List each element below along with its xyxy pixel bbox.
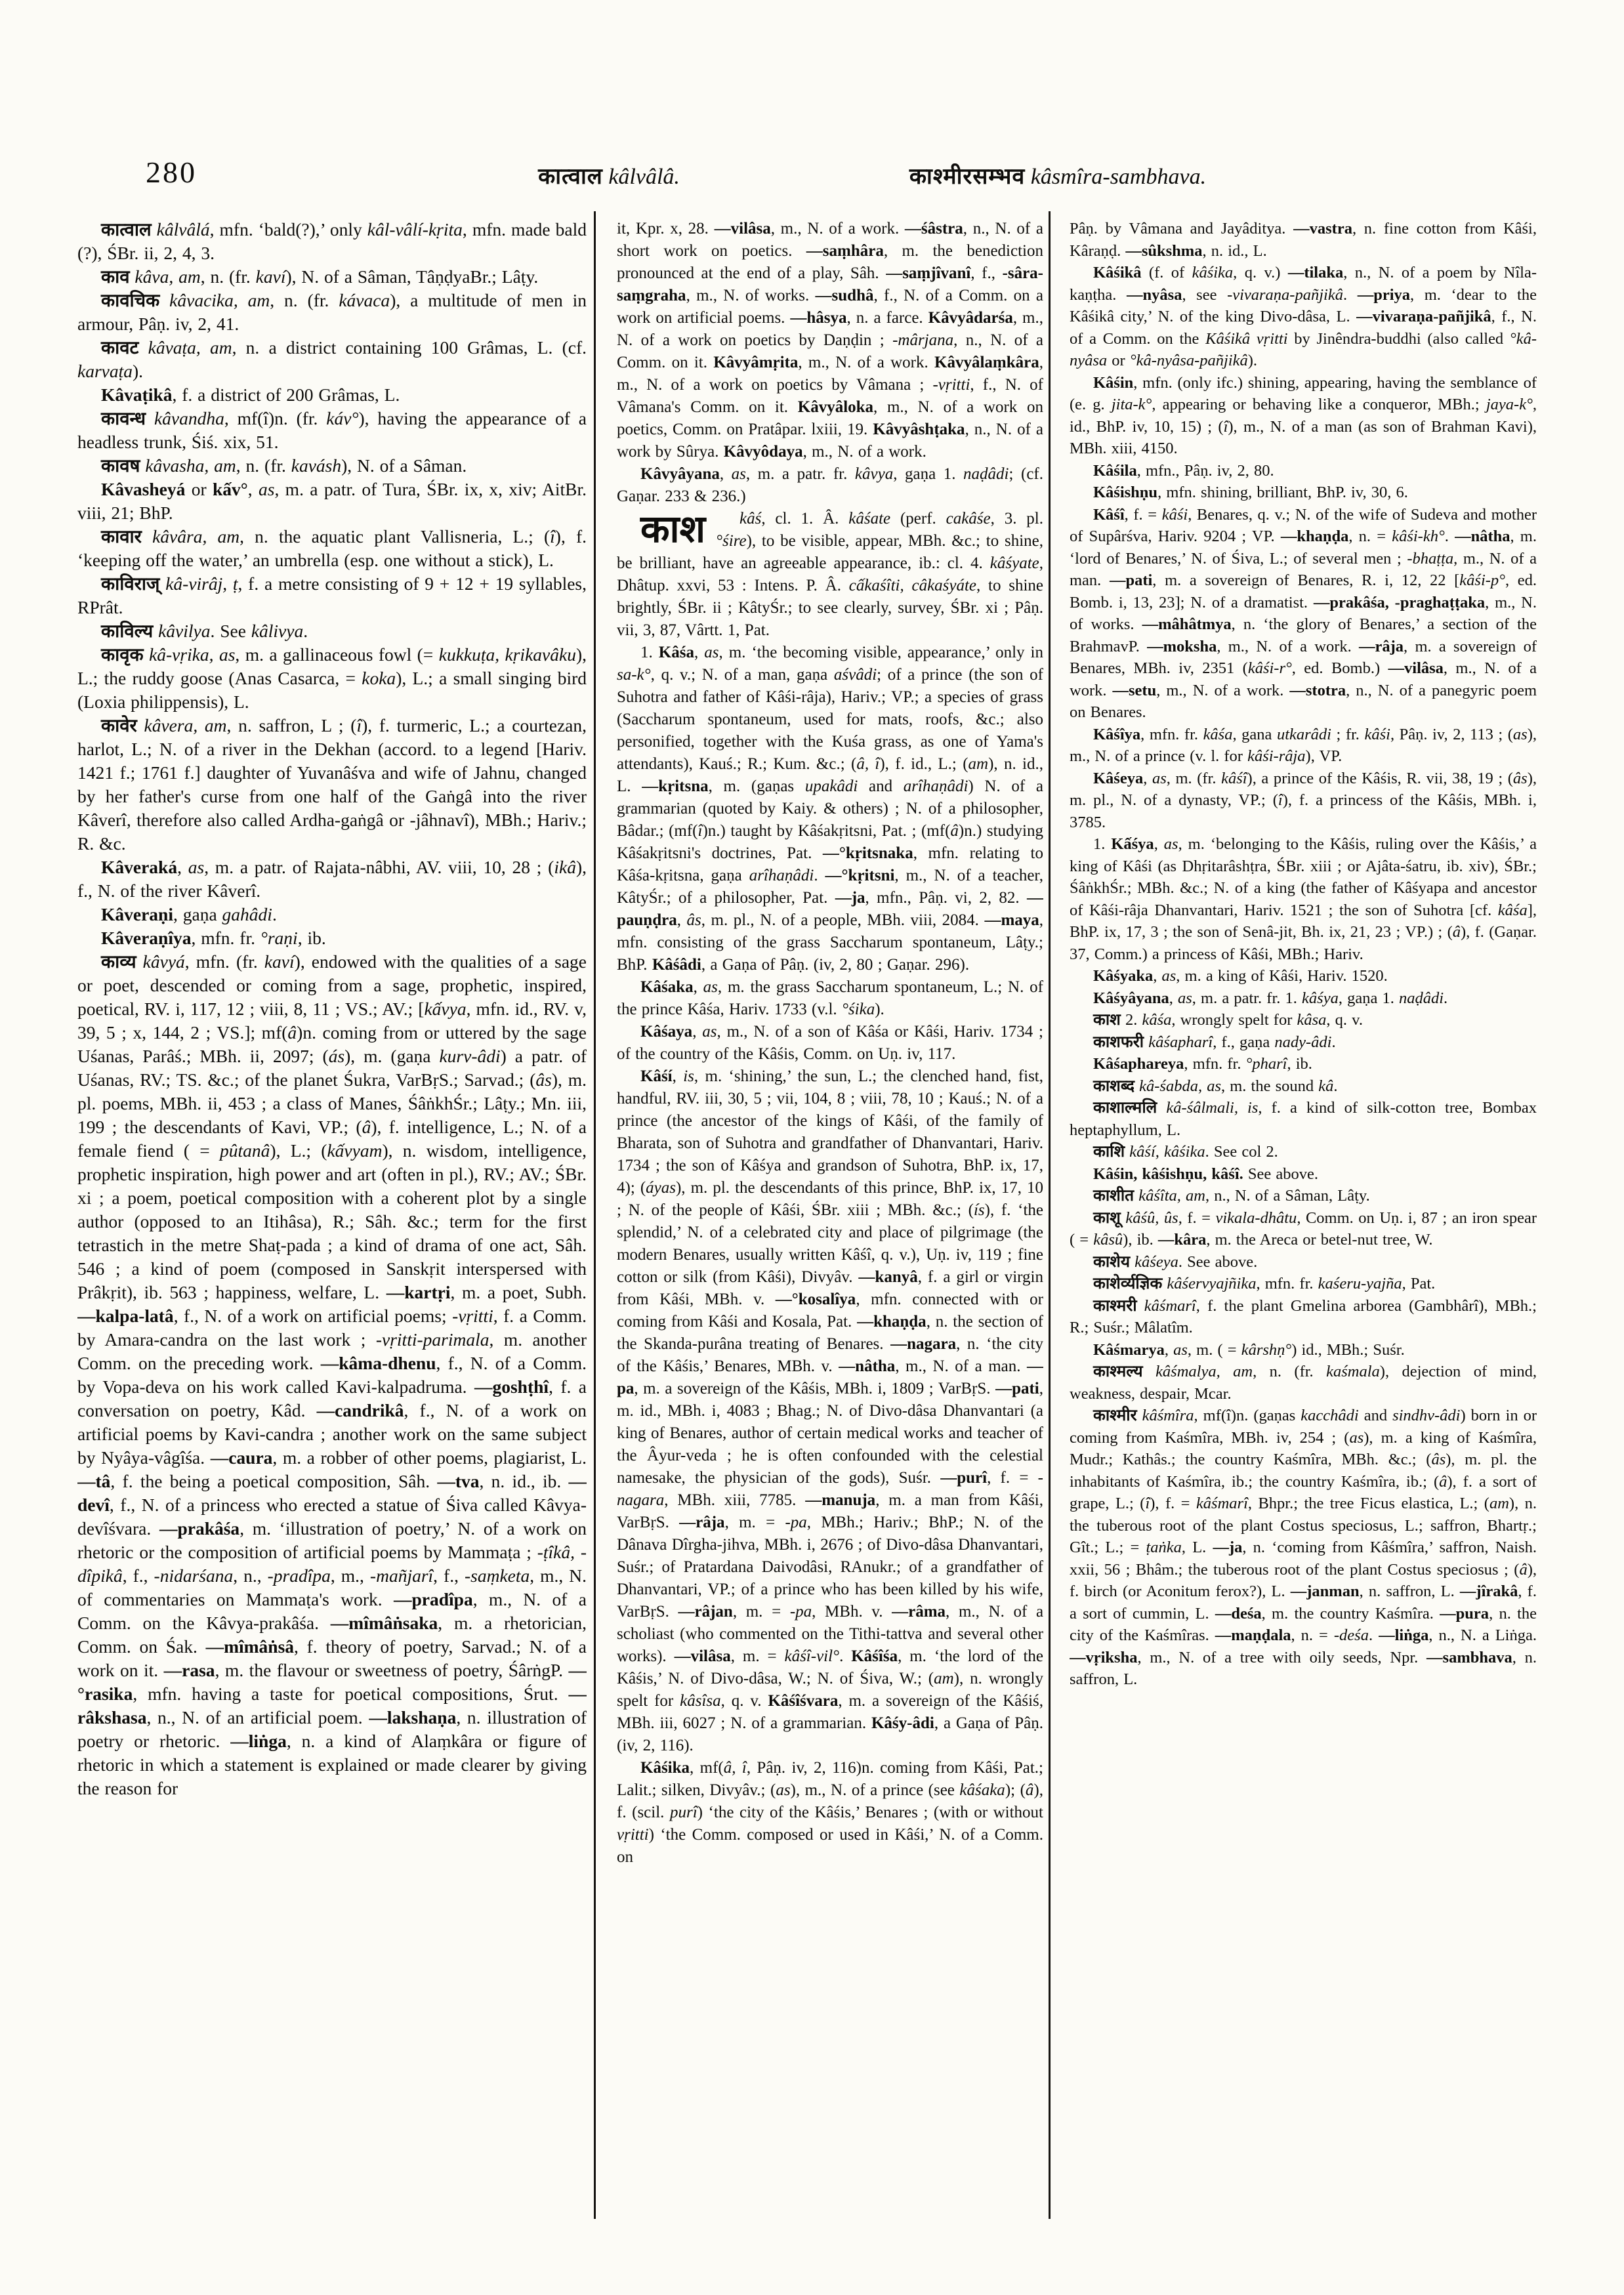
running-head-left-transliteration: kâlvâlâ. <box>608 165 680 189</box>
dictionary-entry: काशि kâśí, kâśika. See col 2. <box>1093 1143 1278 1161</box>
dictionary-entry: काशाल्मलि kâ-śâlmali, is, f. a kind of silk-cotton tree, Bombax heptaphyllum, L. <box>1070 1099 1537 1139</box>
column-2 <box>617 218 1043 2214</box>
dictionary-entry: कावट kâvaṭa, am, n. a district containing 100 Grâmas, L. (cf. karvaṭa). <box>77 337 587 381</box>
dictionary-entry: कावष kâvasha, am, n. (fr. kavásh), N. of a Sâman. <box>101 455 467 476</box>
dictionary-entry: 1. Kâśa, as, m. ‘the becoming visible, appearance,’ only in sa-k°, q. v.; N. of a man, gaṇa aśvâdi; of a prince (the son of Suhotra and father of Kâśi-râja), Hariv.; VP.; a species of grass (Saccharum spontaneum, used for mats, roofs, &c.; also personified, together with the Kuśa grass, as one of Yama's attendants), Kauś.; R.; Kum. &c.; (â, î), f. id., L.; (am), n. id., L. —kṛitsna, m. (gaṇas upakâdi and arîhaṇâdi) N. of a grammarian (quoted by Kaiy. & others) ; N. of a philosopher, Bâdar.; (mf(î)n.) taught by Kâśakṛitsni, Pat. ; (mf(â)n.) studying Kâśakṛitsni's doctrines, Pat. —°kṛitsnaka, mfn. relating to Kâśa-kṛitsna, gaṇa arîhaṇâdi. —°kṛitsni, m., N. of a teacher, KâtyŚr.; of a philosopher, Pat. —ja, mfn., Pâṇ. vi, 2, 82. —pauṇḍra, âs, m. pl., N. of a people, MBh. viii, 2084. —maya, mfn. consisting of the grass Saccharum spontaneum, Lâṭy.; BhP. Kâśâdi, a Gaṇa of Pâṇ. (iv, 2, 80 ; Gaṇar. 296). <box>617 644 1043 974</box>
dictionary-entry: काश्मीर kâśmîra, mf(î)n. (gaṇas kacchâdi and sindhv-âdi) born in or coming from Kaśmîra, MBh. iv, 254 ; (as), m. a king of Kaśmîra, Mudr.; Kathâs.; the country Kaśmîra, MBh. &c.; (âs), m. pl. the inhabitants of Kaśmîra, ib.; the country Kaśmîra, ib.; (â), f. a sort of grape, L.; (î), f. = kâśmarî, Bhpr.; the tree Ficus elastica, L.; (am), n. the tuberous root of the plant Costus speciosus, L.; saffron, Bhartṛ.; Gît.; L.; = ṭaṅka, L. —ja, n. ‘coming from Kâśmîra,’ saffron, Naish. xxii, 56 ; Bhâm.; the tuberous root of the plant Costus speciosus ; (â), f. birch (or Aconitum ferox?), L. —janman, n. saffron, L. —jîrakâ, f. a sort of cummin, L. —deśa, m. the country Kaśmîra. —pura, n. the city of the Kaśmîras. —maṇḍala, n. = -deśa. —liṅga, n., N. a Liṅga. —vṛiksha, m., N. of a tree with oily seeds, Npr. —sambhava, n. saffron, L. <box>1070 1407 1537 1688</box>
running-head-right <box>909 160 1206 190</box>
dictionary-entry: कावार kâvâra, am, n. the aquatic plant Vallisneria, L.; (î), f. ‘keeping off the water,’ an umbrella (esp. one without a stick), L. <box>77 526 587 570</box>
dictionary-entry: Kâveraṇîya, mfn. fr. °raṇi, ib. <box>101 928 326 948</box>
column-divider-right <box>1049 211 1051 2219</box>
dictionary-entry: काशेर्व्यज्ञिक kâśervyajñika, mfn. fr. kaśeru-yajña, Pat. <box>1093 1275 1436 1292</box>
dictionary-entry: Kâśin, mfn. (only ifc.) shining, appearing, having the semblance of (e. g. jita-k°, appearing or behaving like a conqueror, MBh.; jaya-k°, id., BhP. iv, 10, 15) ; (î), m., N. of a man (as son of Brahman Kavi), MBh. xiii, 4150. <box>1070 373 1537 457</box>
dictionary-entry: 1. Kấśya, as, m. ‘belonging to the Kâśis, ruling over the Kâśis,’ a king of Kâśi (as Dhṛitarâshṭra, ŚBr. xiii ; or Ajâta-śatru, ib. xiv), ŚBr.; ŚâṅkhŚr.; MBh. &c.; N. of a king (the father of Kâśyapa and ancestor of Kâśi-râja Dhanvantari, Hariv. 1521 ; the son of Suhotra [cf. kâśa], BhP. ix, 17, 3 ; the son of Senâ-jit, Bh. ix, 21, 23 ; VP.) ; (â), f. (Gaṇar. 37, Comm.) a princess of Kâśi, MBh.; Hariv. <box>1070 835 1537 963</box>
running-head-left <box>538 160 680 190</box>
dictionary-entry: Kâśila, mfn., Pâṇ. iv, 2, 80. <box>1093 461 1274 480</box>
dictionary-entry: Kâveraká, as, m. a patr. of Rajata-nâbhi, AV. viii, 10, 28 ; (ikâ), f., N. of the river Kâverî. <box>77 857 587 901</box>
dictionary-entry: Kâśaya, as, m., N. of a son of Kâśa or Kâśi, Hariv. 1734 ; of the country of the Kâśis, Comm. on Uṇ. iv, 117. <box>617 1023 1043 1063</box>
dictionary-entry: काशब्द kâ-śabda, as, m. the sound kâ. <box>1093 1077 1338 1095</box>
dictionary-entry: Kâśeya, as, m. (fr. kâśî), a prince of the Kâśis, R. vii, 38, 19 ; (âs), m. pl., N. of a dynasty, VP.; (î), f. a princess of the Kâśis, MBh. i, 3785. <box>1070 769 1537 831</box>
running-head-left-devanagari: कात्वाल <box>538 165 603 189</box>
dictionary-entry: Kâśí, is, m. ‘shining,’ the sun, L.; the clenched hand, fist, handful, RV. iii, 30, 5 ; vii, 104, 8 ; viii, 78, 10 ; Kauś.; N. of a prince (the ancestor of the kings of Kâśi, of the family of Bharata, son of Suhotra and grandfather of Dhanvantari, Hariv. 1734 ; the son of Kâśya and grandson of Suhotra, BhP. ix, 17, 4); (áyas), m. pl. the descendants of this prince, BhP. ix, 17, 10 ; N. of the people of Kâśi, ŚBr. xiii ; MBh. &c.; (ís), f. ‘the splendid,’ N. of a celebrated city and place of pilgrimage (the modern Benares, usually written Kâśî, q. v.), Uṇ. iv, 119 ; fine cotton or silk (from Kâśi), Divyâv. —kanyâ, f. a girl or virgin from Kâśi, MBh. v. —°kosalîya, mfn. connected with or coming from Kâśi and Kosala, Pat. —khaṇḍa, n. the section of the Skanda-purâna treating of Benares. —nagara, n. ‘the city of the Kâśis,’ Benares, MBh. v. —nâtha, m., N. of a man. —pa, m. a sovereign of the Kâśis, MBh. i, 1809 ; VarBṛS. —pati, m. id., MBh. i, 4083 ; Bhag.; N. of Divo-dâsa Dhanvantari (a king of Benares, author of certain medical works and teacher of the Âyur-veda ; he is often confounded with the celestial namesake, the physician of the gods), Suśr. —purî, f. = -nagara, MBh. xiii, 7785. —manuja, m. a man from Kâśi, VarBṛS. —râja, m. = -pa, MBh.; Hariv.; BhP.; N. of the Dânava Dîrgha-jihva, MBh. i, 2676 ; of Divo-dâsa Dhanvantari, Suśr.; of Pratardana Daivodâsi, RAnukr.; of a grandfather of Dhanvantari, VP.; of a prince who has been killed by his wife, VarBṛS. —râjan, m. = -pa, MBh. v. —râma, m., N. of a scholiast (who commented on the Tithi-tattva and several other works). —vilâsa, m. = kâśî-vil°. Kâśîśa, m. ‘the lord of the Kâśis,’ N. of Divo-dâsa, W.; N. of Śiva, W.; (am), n. wrongly spelt for kâsîsa, q. v. Kâśîśvara, m. a sovereign of the Kâśiś, MBh. iii, 6027 ; N. of a grammarian. Kâśy-âdi, a Gaṇa of Pâṇ. (iv, 2, 116). <box>617 1067 1043 1754</box>
dictionary-entry: Kâśî, f. = kâśi, Benares, q. v.; N. of the wife of Sudeva and mother of Supârśva, Hariv. 9204 ; VP. —khaṇḍa, n. = kâśi-kh°. —nâtha, m. ‘lord of Benares,’ N. of Śiva, L.; of several men ; -bhaṭṭa, m., N. of a man. —pati, m. a sovereign of Benares, R. i, 12, 22 [kâśi-p°, ed. Bomb. i, 13, 23]; N. of a dramatist. —prakâśa, -praghaṭṭaka, m., N. of works. —mâhâtmya, n. ‘the glory of Benares,’ a section of the BrahmavP. —moksha, m., N. of a work. —râja, m. a sovereign of Benares, MBh. iv, 2351 (kâśi-r°, ed. Bomb.) —vilâsa, m., N. of a work. —setu, m., N. of a work. —stotra, n., N. of a panegyric poem on Benares. <box>1070 505 1537 721</box>
dictionary-entry: काव kâva, am, n. (fr. kaví), N. of a Sâman, TâṇḍyaBr.; Lâṭy. <box>101 266 539 287</box>
dictionary-entry: Pâṇ. by Vâmana and Jayâditya. —vastra, n. fine cotton from Kâśi, Kâraṇḍ. —sûkshma, n. id., L. <box>1070 220 1537 260</box>
dictionary-entry: कावचिक kâvacika, am, n. (fr. kávaca), a multitude of men in armour, Pâṇ. iv, 2, 41. <box>77 290 587 334</box>
dictionary-entry: Kâśikâ (f. of kâśika, q. v.) —tilaka, n., N. of a poem by Nîla-kaṇṭha. —nyâsa, see -vivaraṇa-pañjikâ. —priya, m. ‘dear to the Kâśikâ city,’ N. of the king Divo-dâsa, L. —vivaraṇa-pañjikâ, f., N. of a Comm. on the Kâśikâ vṛitti by Jinêndra-buddhi (also called °kâ-nyâsa or °kâ-nyâsa-pañjikâ). <box>1070 264 1537 369</box>
dictionary-entry: काशफरी kâśapharî, f., gaṇa nady-âdi. <box>1093 1033 1336 1051</box>
dictionary-entry: काशू kâśû, ûs, f. = vikala-dhâtu, Comm. on Uṇ. i, 87 ; an iron spear ( = kâsû), ib. —kâra, m. the Areca or betel-nut tree, W. <box>1070 1209 1537 1249</box>
dictionary-entry: it, Kpr. x, 28. —vilâsa, m., N. of a work. —śâstra, n., N. of a short work on poetics. —saṃhâra, m. the benediction pronounced at the end of a play, Sâh. —saṃjîvanî, f., -sâra-saṃgraha, m., N. of works. —sudhâ, f., N. of a Comm. on a work on artificial poems. —hâsya, n. a farce. Kâvyâdarśa, m., N. of a work on poetics by Daṇḍin ; -mârjana, n., N. of a Comm. on it. Kâvyâmṛita, m., N. of a work. Kâvyâlaṃkâra, m., N. of a work on poetics by Vâmana ; -vṛitti, f., N. of Vâmana's Comm. on it. Kâvyâloka, m., N. of a work on poetics, Comm. on Pratâpar. lxiii, 19. Kâvyâshṭaka, n., N. of a work by Sûrya. Kâvyôdaya, m., N. of a work. <box>617 220 1043 461</box>
dictionary-entry: काश्मरी kâśmarî, f. the plant Gmelina arborea (Gambhârî), MBh.; R.; Suśr.; Mâlatîm. <box>1070 1296 1537 1336</box>
dictionary-entry: कावेर kâvera, am, n. saffron, L ; (î), f. turmeric, L.; a courtezan, harlot, L.; N. of a river in the Dekhan (accord. to a legend [Hariv. 1421 f.; 1761 f.] daughter of Yuvanâśva and wife of Jahnu, changed by her father's curse from one half of the Gaṅgâ into the river Kâverî, therefore also called Ardha-gaṅgâ or -jâhnavî), MBh.; Hariv.; R. &c. <box>77 715 587 854</box>
dictionary-entry: काविल्य kâvilya. See kâlivya. <box>101 621 308 641</box>
column-1 <box>77 218 587 2214</box>
column-3 <box>1070 218 1537 2214</box>
dictionary-entry: Kâśaphareya, mfn. fr. °pharî, ib. <box>1093 1055 1312 1073</box>
dictionary-entry: कावृक kâ-vṛika, as, m. a gallinaceous fowl (= kukkuṭa, kṛikavâku), L.; the ruddy goose (Anas Casarca, = koka), L.; a small singing bird (Loxia philippensis), L. <box>77 644 587 712</box>
dictionary-entry: Kâśîya, mfn. fr. kâśa, gana utkarâdi ; fr. kâśi, Pâṇ. iv, 2, 113 ; (as), m., N. of a prince (v. l. for kâśi-râja), VP. <box>1070 725 1537 765</box>
dictionary-entry: काश्मल्य kâśmalya, am, n. (fr. kaśmala), dejection of mind, weakness, despair, Mcar. <box>1070 1363 1537 1403</box>
dictionary-entry: Kâśyâyana, as, m. a patr. fr. 1. kâśya, gaṇa 1. naḍâdi. <box>1093 989 1448 1007</box>
dictionary-entry: कावन्ध kâvandha, mf(î)n. (fr. káv°), having the appearance of a headless trunk, Śiś. xix, 51. <box>77 408 587 452</box>
running-head-right-devanagari: काश्मीरसम्भव <box>909 165 1026 189</box>
dictionary-entry: काश kâś, cl. 1. Â. kâśate (perf. cakâśe, 3. pl. °śire), to be visible, appear, MBh. &c.; to shine, be brilliant, have an agreeable appearance, ib.: cl. 4. kâśyate, Dhâtup. xxvi, 53 : Intens. P. Â. cấkaśîti, câkaśyáte, to shine brightly, ŚBr. ii ; KâtyŚr.; to see clearly, survey, ŚBr. xi ; Pâṇ. vii, 3, 87, Vârtt. 1, Pat. <box>617 508 1043 639</box>
dictionary-entry: काश 2. kâśa, wrongly spelt for kâsa, q. v. <box>1093 1011 1363 1029</box>
dictionary-entry: काविराज् kâ-virâj, ṭ, f. a metre consisting of 9 + 12 + 19 syllables, RPrât. <box>77 573 587 617</box>
dictionary-entry: Kâśmarya, as, m. ( = kârshṇ°) id., MBh.; Suśr. <box>1093 1340 1405 1359</box>
dictionary-entry: कात्वाल kâlvâlá, mfn. ‘bald(?),’ only kâl-vâlí-kṛita, mfn. made bald (?), ŚBr. ii, 2, 4, 3. <box>77 219 587 263</box>
dictionary-entry: Kâśaka, as, m. the grass Saccharum spontaneum, L.; N. of the prince Kâśa, Hariv. 1733 (v.l. °śika). <box>617 978 1043 1018</box>
dictionary-entry: Kâveraṇi, gaṇa gahâdi. <box>101 904 277 924</box>
dictionary-entry: Kâvyâyana, as, m. a patr. fr. kâvya, gaṇa 1. naḍâdi; (cf. Gaṇar. 233 & 236.) <box>617 465 1043 505</box>
dictionary-entry: Kâvaṭikâ, f. a district of 200 Grâmas, L. <box>101 384 400 405</box>
dictionary-entry: काव्य kâvyá, mfn. (fr. kaví), endowed with the qualities of a sage or poet, descended or coming from a sage, prophetic, inspired, poetical, RV. i, 117, 12 ; viii, 8, 11 ; VS.; AV.; [kấvya, mfn. id., RV. v, 39, 5 ; x, 144, 2 ; VS.]; mf(â)n. coming from or uttered by the sage Uśanas, Parâś.; MBh. ii, 2097; (ás), m. (gaṇa kurv-âdi) a patr. of Uśanas, RV.; TS. &c.; of the planet Śukra, VarBṛS.; Sarvad.; (âs), m. pl. poems, MBh. ii, 453 ; a class of Manes, ŚâṅkhŚr.; Lâṭy.; Mn. iii, 199 ; the descendants of Kavi, VP.; (â), f. intelligence, L.; N. of a female fiend ( = pûtanâ), L.; (kấvyam), n. wisdom, intelligence, prophetic inspiration, high power and art (often in pl.), RV.; AV.; ŚBr. xi ; a poem, poetical composition with a coherent plot by a single author (opposed to an Itihâsa), R.; Sâh. &c.; term for the first tetrastich in the metre Shaṭ-pada ; a kind of drama of one act, Sâh. 546 ; a kind of poem (composed in Sanskṛit interspersed with Prâkṛit), ib. 563 ; happiness, welfare, L. —kartṛi, m. a poet, Subh. —kalpa-latâ, f., N. of a work on artificial poems; -vṛitti, f. a Comm. by Amara-candra on the last work ; -vṛitti-parimala, m. another Comm. on the preceding work. —kâma-dhenu, f., N. of a Comm. by Vopa-deva on his work called Kavi-kalpadruma. —goshṭhî, f. a conversation on poetry, Kâd. —candrikâ, f., N. of a work on artificial poems by Kavi-candra ; another work on the same subject by Nyâya-vâgîśa. —caura, m. a robber of other poems, plagiarist, L. —tâ, f. the being a poetical composition, Sâh. —tva, n. id., ib. —devî, f., N. of a princess who erected a statue of Śiva called Kâvya-devîśvara. —prakâśa, m. ‘illustration of poetry,’ N. of a work on rhetoric or the composition of artificial poems by Mammaṭa ; -ṭîkâ, -dîpikâ, f., -nidarśana, n., -pradîpa, m., -mañjarî, f., -saṃketa, m., N. of commentaries on Mammaṭa's work. —pradîpa, m., N. of a Comm. on the Kâvya-prakâśa. —mîmâṅsaka, m. a rhetorician, Comm. on Śak. —mîmâṅsâ, f. theory of poetry, Sarvad.; N. of a work on it. —rasa, m. the flavour or sweetness of poetry, ŚârṅgP. —°rasika, mfn. having a taste for poetical compositions, Śrut. —râkshasa, n., N. of an artificial poem. —lakshaṇa, n. illustration of poetry or rhetoric. —liṅga, n. a kind of Alaṃkâra or figure of rhetoric in which a statement is explained or made clearer by giving the reason for <box>77 951 587 1798</box>
dictionary-entry: Kâśyaka, as, m. a king of Kâśi, Hariv. 1520. <box>1093 967 1388 985</box>
column-divider-left <box>594 211 596 2219</box>
dictionary-entry: Kâśika, mf(â, î, Pâṇ. iv, 2, 116)n. coming from Kâśi, Pat.; Lalit.; silken, Divyâv.; (as), m., N. of a prince (see kâśaka); (â), f. (scil. purî) ‘the city of the Kâśis,’ Benares ; (with or without vṛitti) ‘the Comm. composed or used in Kâśi,’ N. of a Comm. on <box>617 1759 1043 1866</box>
running-head-right-transliteration: kâsmîra-sambhava. <box>1030 165 1207 189</box>
dictionary-entry: Kâśin, kâśishṇu, kâśî. See above. <box>1093 1165 1318 1183</box>
page-number: 280 <box>146 155 197 189</box>
dictionary-entry: Kâvasheyá or kấv°, as, m. a patr. of Tura, ŚBr. ix, x, xiv; AitBr. viii, 21; BhP. <box>77 479 587 523</box>
dictionary-entry: Kâśishṇu, mfn. shining, brilliant, BhP. iv, 30, 6. <box>1093 484 1408 501</box>
dictionary-entry: काशेय kâśeya. See above. <box>1093 1252 1258 1271</box>
dictionary-entry: काशीत kâśîta, am, n., N. of a Sâman, Lâṭy. <box>1093 1187 1370 1205</box>
